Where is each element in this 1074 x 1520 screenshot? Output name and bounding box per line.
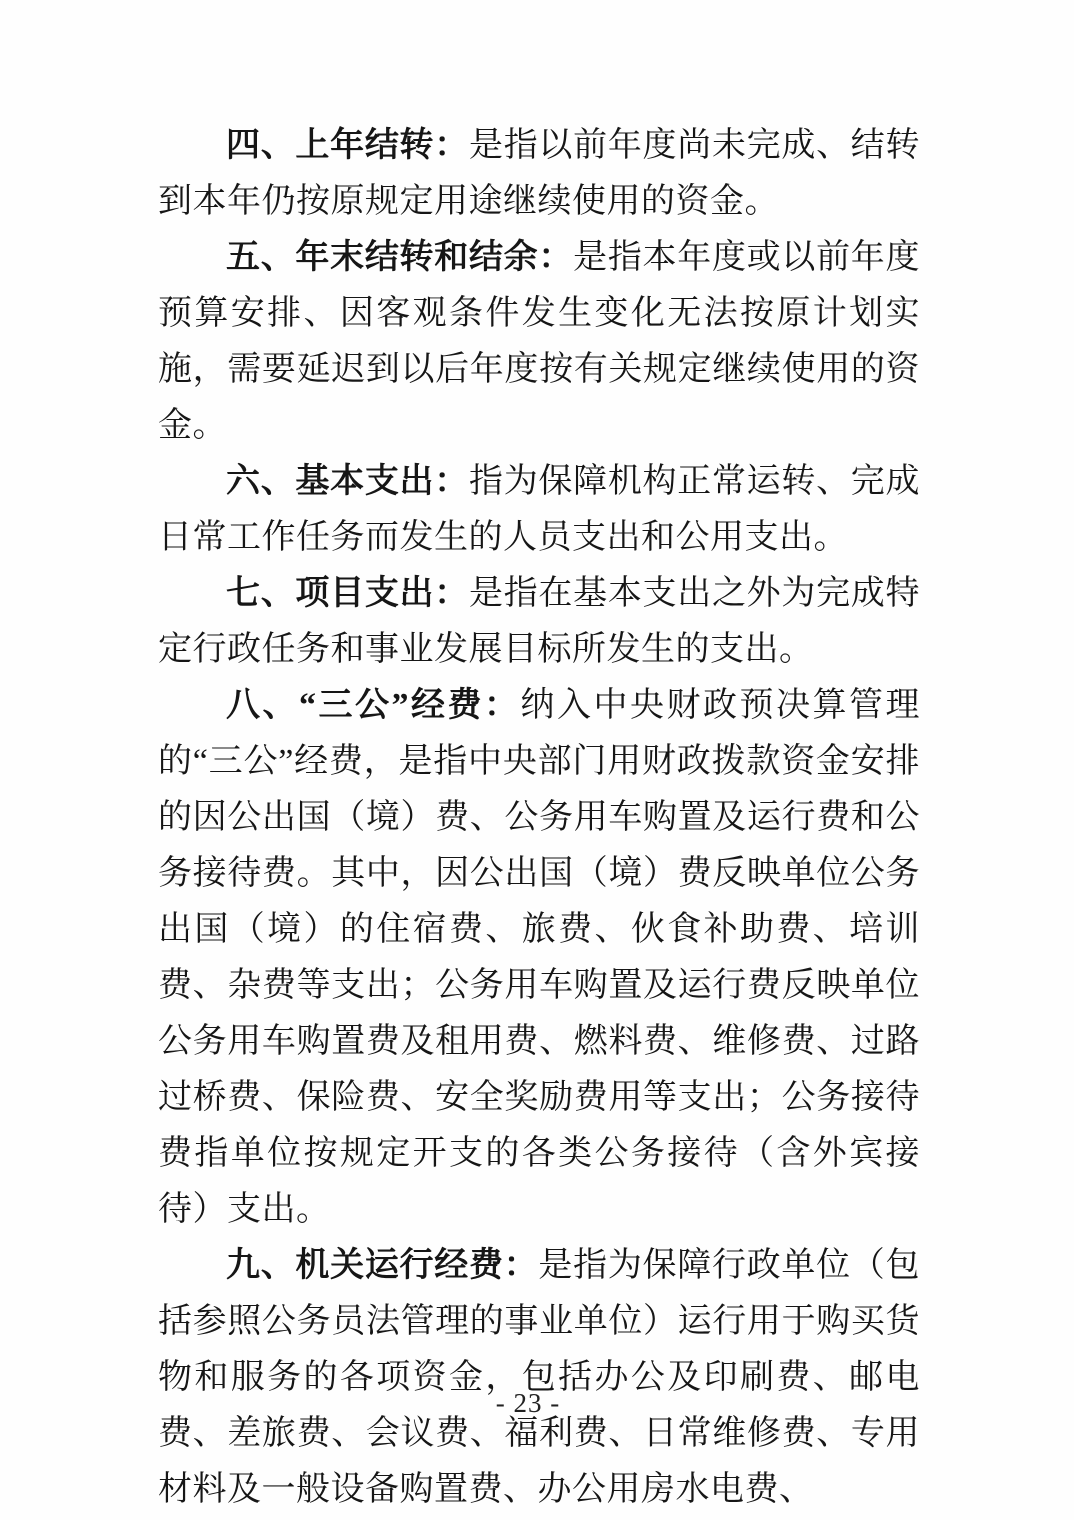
term-heading: 五、年末结转和结余： [226, 239, 574, 276]
document-body [158, 118, 920, 1518]
term-definition: 是指为保障行政单位（包括参照公务员法管理的事业单位）运行用于购买货物和服务的各项资金，包括办公及印刷费、邮电费、差旅费、会议费、福利费、日常维修费、专用材料及一般设备购置费、办公用房水电费、 [158, 1247, 921, 1508]
term-definition: 是指本年度或以前年度预算安排、因客观条件发生变化无法按原计划实施，需要延迟到以后年度按有关规定继续使用的资金。 [158, 239, 921, 444]
term-definition: 指为保障机构正常运转、完成日常工作任务而发生的人员支出和公用支出。 [158, 463, 921, 556]
term-heading: 九、机关运行经费： [226, 1247, 539, 1284]
term-heading: 六、基本支出： [226, 463, 469, 500]
term-definition: 是指以前年度尚未完成、结转到本年仍按原规定用途继续使用的资金。 [158, 127, 921, 220]
term-paragraph-xiangmuzhichu [158, 566, 920, 678]
term-definition: 是指在基本支出之外为完成特定行政任务和事业发展目标所发生的支出。 [158, 575, 921, 668]
term-paragraph-jiguanyunxingjingfei [158, 1238, 920, 1518]
term-paragraph-sangongjingfei [158, 678, 920, 1238]
term-heading: 四、上年结转： [226, 127, 469, 164]
term-definition: 纳入中央财政预决算管理的“三公”经费，是指中央部门用财政拨款资金安排的因公出国（境）费、公务用车购置及运行费和公务接待费。其中，因公出国（境）费反映单位公务出国（境）的住宿费、旅费、伙食补助费、培训费、杂费等支出；公务用车购置及运行费反映单位公务用车购置费及租用费、燃料费、维修费、过路过桥费、保险费、安全奖励费用等支出；公务接待费指单位按规定开支的各类公务接待（含外宾接待）支出。 [158, 687, 920, 1228]
page-number: - 23 - [495, 1388, 561, 1418]
term-paragraph-shangnianjiezhuan [158, 118, 920, 230]
term-paragraph-nianmojiezhuan [158, 230, 920, 454]
term-paragraph-jibenzhichu [158, 454, 920, 566]
term-heading: 八、“三公”经费： [226, 687, 521, 724]
term-heading: 七、项目支出： [226, 575, 469, 612]
